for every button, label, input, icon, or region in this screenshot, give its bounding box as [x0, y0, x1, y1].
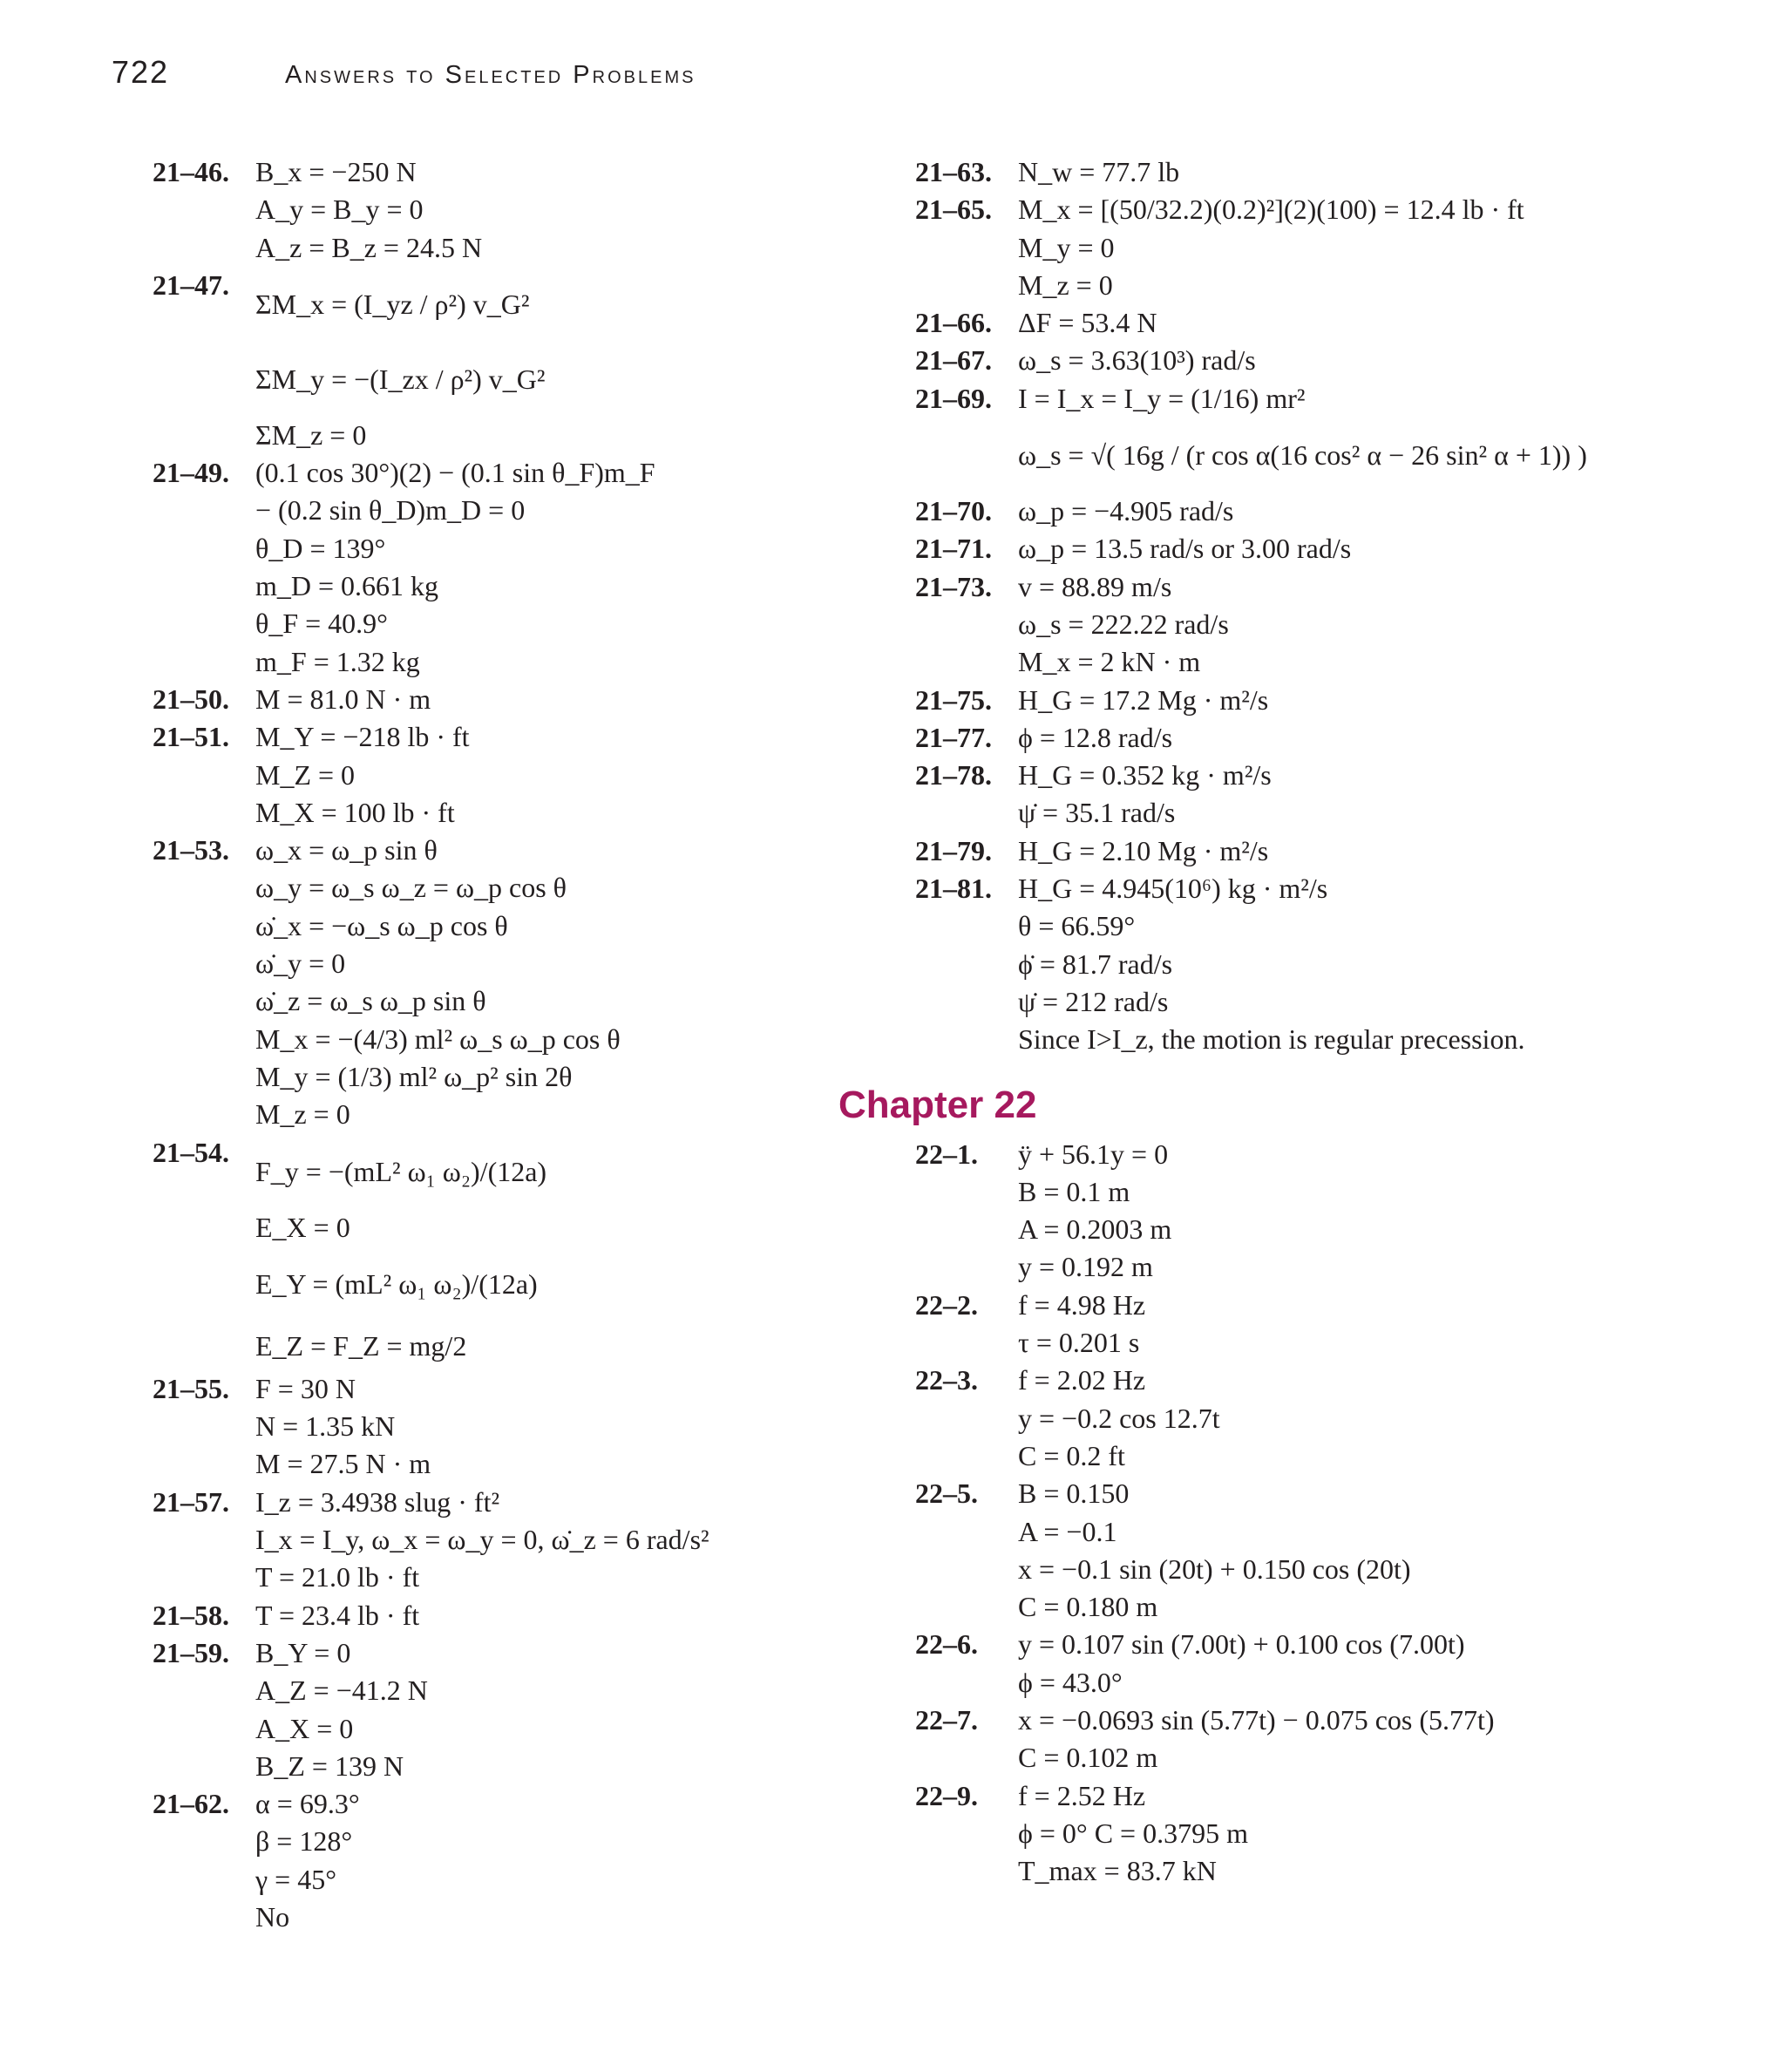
- answer-entry: [153, 153, 885, 267]
- answer-line: α = 69.3°: [255, 1788, 360, 1820]
- answer-line: I_z = 3.4938 slug · ft²: [255, 1485, 500, 1518]
- answer-line: M = 81.0 N · m: [255, 683, 431, 715]
- problem-number: 21–78.: [915, 759, 992, 791]
- answer-line: ω_y = ω_s ω_z = ω_p cos θ: [255, 872, 567, 904]
- answer-entry: [915, 568, 1700, 682]
- answer-line: ϕ = 12.8 rad/s: [1018, 721, 1173, 753]
- answer-line: ΣM_y = −(I_zx / ρ²) v_G²: [255, 363, 546, 395]
- answer-entry: [153, 832, 885, 1133]
- answer-entry: [915, 1626, 1700, 1702]
- answer-line: F_y = −(mL² ω₁ ω₂)/(12a): [255, 1155, 547, 1187]
- answer-line: f = 2.02 Hz: [1018, 1364, 1146, 1396]
- problem-number: 21–55.: [153, 1372, 229, 1404]
- answer-entry: [915, 832, 1700, 870]
- answer-line: N_w = 77.7 lb: [1018, 156, 1180, 187]
- answer-line: ω̇_z = ω_s ω_p sin θ: [255, 985, 486, 1017]
- answer-line: ΣM_x = (I_yz / ρ²) v_G²: [255, 288, 530, 320]
- answer-line: I = I_x = I_y = (1/16) mr²: [1018, 382, 1306, 414]
- answer-entry: [915, 870, 1700, 1058]
- answer-entry: [153, 267, 885, 454]
- problem-number: 21–67.: [915, 344, 992, 377]
- problem-number: 21–51.: [153, 721, 229, 753]
- answer-line: ψ̇ = 35.1 rad/s: [1018, 797, 1176, 829]
- answer-line: ψ̇ = 212 rad/s: [1018, 985, 1169, 1017]
- answer-line: m_D = 0.661 kg: [255, 570, 439, 602]
- answer-entry: [915, 380, 1700, 493]
- problem-number: 21–69.: [915, 382, 992, 414]
- answer-line: ω_s = √( 16g / (r cos α(16 cos² α − 26 sin² α + 1)) ): [1018, 439, 1587, 472]
- answer-line: T = 23.4 lb · ft: [255, 1599, 420, 1631]
- problem-number: 22–6.: [915, 1628, 978, 1661]
- answer-line: x = −0.1 sin (20t) + 0.150 cos (20t): [1018, 1552, 1411, 1585]
- answer-line: M = 27.5 N · m: [255, 1448, 431, 1480]
- answer-entry: [153, 1484, 885, 1597]
- answer-line: M_z = 0: [255, 1098, 350, 1131]
- answer-line: θ = 66.59°: [1018, 910, 1136, 942]
- answer-line: M_x = [(50/32.2)(0.2)²](2)(100) = 12.4 lb · ft: [1018, 194, 1524, 226]
- answer-line: M_x = −(4/3) ml² ω_s ω_p cos θ: [255, 1022, 621, 1055]
- answer-line: A_y = B_y = 0: [255, 194, 424, 226]
- problem-number: 21–66.: [915, 307, 992, 339]
- answer-line: M_Z = 0: [255, 758, 356, 791]
- answer-entry: [915, 757, 1700, 832]
- answer-line: B = 0.1 m: [1018, 1175, 1130, 1207]
- problem-number: 22–5.: [915, 1478, 978, 1510]
- problem-number: 21–63.: [915, 156, 992, 187]
- answer-entry: [153, 1134, 885, 1370]
- answer-line: B_Z = 139 N: [255, 1749, 404, 1782]
- answer-line: B_Y = 0: [255, 1636, 351, 1668]
- answer-line: E_X = 0: [255, 1211, 350, 1243]
- answer-line: A = −0.1: [1018, 1515, 1117, 1547]
- problem-number: 22–1.: [915, 1138, 978, 1170]
- problem-number: 22–7.: [915, 1703, 978, 1736]
- right-column: [838, 153, 1700, 1890]
- answer-line: ω̇_x = −ω_s ω_p cos θ: [255, 909, 508, 941]
- answer-line: H_G = 2.10 Mg · m²/s: [1018, 834, 1269, 866]
- problem-number: 22–9.: [915, 1779, 978, 1811]
- answer-line: M_y = 0: [1018, 231, 1115, 263]
- problem-number: 21–47.: [153, 268, 229, 301]
- answer-entry: [153, 454, 885, 681]
- answer-line: β = 128°: [255, 1825, 353, 1858]
- answer-line: M_x = 2 kN · m: [1018, 646, 1201, 678]
- answer-entry: [915, 153, 1700, 191]
- problem-number: 22–2.: [915, 1288, 978, 1321]
- problem-number: 21–58.: [153, 1599, 229, 1631]
- left-column: [153, 153, 885, 1936]
- problem-number: 21–62.: [153, 1788, 229, 1820]
- answer-line: E_Y = (mL² ω₁ ω₂)/(12a): [255, 1267, 538, 1300]
- problem-number: 21–50.: [153, 683, 229, 715]
- answer-line: f = 4.98 Hz: [1018, 1288, 1146, 1321]
- answer-line: N = 1.35 kN: [255, 1410, 396, 1443]
- answer-line: C = 0.180 m: [1018, 1591, 1158, 1623]
- answer-entry: [153, 1597, 885, 1634]
- answer-line: m_F = 1.32 kg: [255, 645, 420, 677]
- answer-entry: [915, 1136, 1700, 1287]
- problem-number: 21–57.: [153, 1485, 229, 1518]
- answer-line: M_z = 0: [1018, 268, 1113, 301]
- answer-line: M_Y = −218 lb · ft: [255, 721, 470, 753]
- problem-number: 21–46.: [153, 156, 229, 187]
- answer-line: A_z = B_z = 24.5 N: [255, 231, 483, 263]
- answer-line: A_Z = −41.2 N: [255, 1675, 428, 1707]
- answer-line: Since I>I_z, the motion is regular precession.: [1018, 1023, 1525, 1056]
- answer-line: H_G = 4.945(10⁶) kg · m²/s: [1018, 873, 1328, 905]
- answer-line: C = 0.2 ft: [1018, 1439, 1125, 1471]
- answer-line: T_max = 83.7 kN: [1018, 1855, 1217, 1887]
- problem-number: 21–65.: [915, 194, 992, 226]
- answer-line: ω_s = 3.63(10³) rad/s: [1018, 344, 1256, 377]
- answer-line: A_X = 0: [255, 1712, 354, 1744]
- page-header: [0, 54, 1785, 106]
- answer-line: f = 2.52 Hz: [1018, 1779, 1146, 1811]
- answer-entry: [153, 681, 885, 718]
- chapter-heading: Chapter 22: [838, 1083, 1037, 1126]
- answer-entry: [915, 1777, 1700, 1891]
- answer-line: ω̇_y = 0: [255, 948, 346, 980]
- answer-line: ϕ̇ = 81.7 rad/s: [1018, 948, 1173, 980]
- answer-entry: [915, 530, 1700, 567]
- answer-line: No: [255, 1900, 290, 1933]
- answer-line: x = −0.0693 sin (5.77t) − 0.075 cos (5.77t): [1018, 1703, 1495, 1736]
- problem-number: 21–70.: [915, 495, 992, 527]
- answer-entry: [915, 719, 1700, 757]
- problem-number: 21–59.: [153, 1636, 229, 1668]
- answer-line: ω_p = 13.5 rad/s or 3.00 rad/s: [1018, 533, 1352, 565]
- answer-line: H_G = 17.2 Mg · m²/s: [1018, 683, 1269, 716]
- answer-entry: [915, 493, 1700, 530]
- answer-line: ω_s = 222.22 rad/s: [1018, 608, 1229, 640]
- answer-line: v = 88.89 m/s: [1018, 570, 1172, 602]
- answer-line: ΔF = 53.4 N: [1018, 307, 1157, 339]
- page-number: 722: [112, 54, 170, 90]
- answer-entry: [153, 1785, 885, 1936]
- answer-line: ϕ = 43.0°: [1018, 1666, 1123, 1698]
- answer-line: C = 0.102 m: [1018, 1742, 1158, 1774]
- answer-line: y = −0.2 cos 12.7t: [1018, 1402, 1220, 1434]
- problem-number: 21–53.: [153, 834, 229, 866]
- answer-line: I_x = I_y, ω_x = ω_y = 0, ω̇_z = 6 rad/s²: [255, 1524, 709, 1556]
- answer-line: F = 30 N: [255, 1372, 356, 1404]
- answer-line: A = 0.2003 m: [1018, 1213, 1172, 1246]
- answer-entry: [915, 1702, 1700, 1777]
- problem-number: 21–77.: [915, 721, 992, 753]
- answer-line: y = 0.107 sin (7.00t) + 0.100 cos (7.00t): [1018, 1628, 1465, 1661]
- answer-line: H_G = 0.352 kg · m²/s: [1018, 759, 1272, 791]
- answer-line: ÿ + 56.1y = 0: [1018, 1138, 1169, 1170]
- answer-entry: [915, 1287, 1700, 1362]
- answer-line: (0.1 cos 30°)(2) − (0.1 sin θ_F)m_F: [255, 457, 655, 489]
- answer-line: τ = 0.201 s: [1018, 1327, 1140, 1359]
- answer-line: y = 0.192 m: [1018, 1251, 1153, 1283]
- answer-line: ϕ = 0° C = 0.3795 m: [1018, 1817, 1248, 1849]
- answer-entry: [915, 682, 1700, 719]
- answer-entry: [915, 191, 1700, 304]
- problem-number: 21–54.: [153, 1136, 229, 1168]
- answer-line: γ = 45°: [255, 1863, 336, 1895]
- answer-entry: [153, 1370, 885, 1484]
- problem-number: 21–81.: [915, 873, 992, 905]
- answer-line: B_x = −250 N: [255, 156, 417, 187]
- answer-line: − (0.2 sin θ_D)m_D = 0: [255, 494, 526, 526]
- answer-line: θ_F = 40.9°: [255, 608, 388, 640]
- running-title: Answers to Selected Problems: [285, 61, 696, 89]
- problem-number: 21–75.: [915, 683, 992, 716]
- answer-line: E_Z = F_Z = mg/2: [255, 1329, 467, 1362]
- problem-number: 21–49.: [153, 457, 229, 489]
- answer-entry: [915, 1362, 1700, 1475]
- answer-line: ω_p = −4.905 rad/s: [1018, 495, 1234, 527]
- answer-line: M_y = (1/3) ml² ω_p² sin 2θ: [255, 1060, 573, 1092]
- answer-line: B = 0.150: [1018, 1478, 1130, 1510]
- answer-line: ΣM_z = 0: [255, 418, 367, 451]
- answer-entry: [915, 1475, 1700, 1626]
- problem-number: 21–71.: [915, 533, 992, 565]
- answer-entry: [153, 1634, 885, 1785]
- answer-entry: [915, 304, 1700, 342]
- answer-entry: [915, 342, 1700, 379]
- answer-line: M_X = 100 lb · ft: [255, 796, 455, 828]
- answer-line: ω_x = ω_p sin θ: [255, 834, 438, 866]
- problem-number: 21–79.: [915, 834, 992, 866]
- answer-line: T = 21.0 lb · ft: [255, 1561, 420, 1593]
- answer-entry: [153, 718, 885, 832]
- problem-number: 22–3.: [915, 1364, 978, 1396]
- answer-line: θ_D = 139°: [255, 532, 386, 564]
- problem-number: 21–73.: [915, 570, 992, 602]
